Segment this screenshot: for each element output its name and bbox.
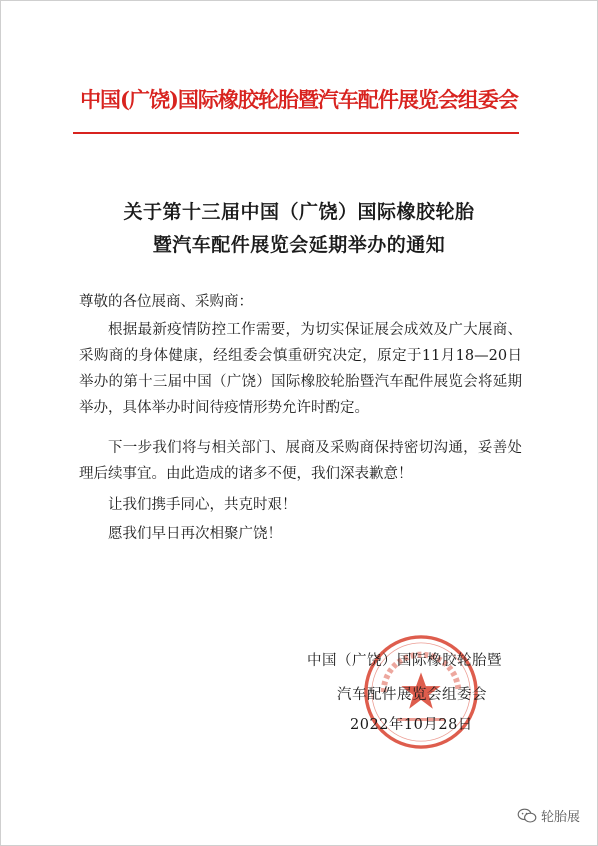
salutation: 尊敬的各位展商、采购商： [79,294,253,310]
paragraph-2: 下一步我们将与相关部门、展商及采购商保持密切沟通，妥善处理后续事宜。由此造成的诸多不便，我们深表歉意！ [79,440,522,482]
watermark-text: 轮胎展 [540,810,580,825]
wechat-icon [517,808,537,824]
letterhead-rule [73,132,519,134]
notice-title-line-1: 关于第十三届中国（广饶）国际橡胶轮胎 [123,201,475,223]
notice-title-line-2: 暨汽车配件展览会延期举办的通知 [152,234,446,256]
letterhead: 中国(广饶)国际橡胶轮胎暨汽车配件展览会组委会 [80,87,518,112]
paragraph-3: 让我们携手同心，共克时艰！ [108,497,297,513]
signature-org-line-2: 汽车配件展览会组委会 [337,687,487,703]
paragraph-4: 愿我们早日再次相聚广饶！ [108,526,282,542]
signature-date: 2022年10月28日 [350,717,473,733]
signature-org-line-1: 中国（广饶）国际橡胶轮胎暨 [307,653,502,669]
source-watermark [517,806,580,825]
paragraph-1: 根据最新疫情防控工作需要，为切实保证展会成效及广大展商、采购商的身体健康，经组委会慎重研究决定，原定于11月18—20日举办的第十三届中国（广饶）国际橡胶轮胎暨汽车配件展览会将延期举办，具体举办时间待疫情形势允许时酌定。 [79,322,522,416]
